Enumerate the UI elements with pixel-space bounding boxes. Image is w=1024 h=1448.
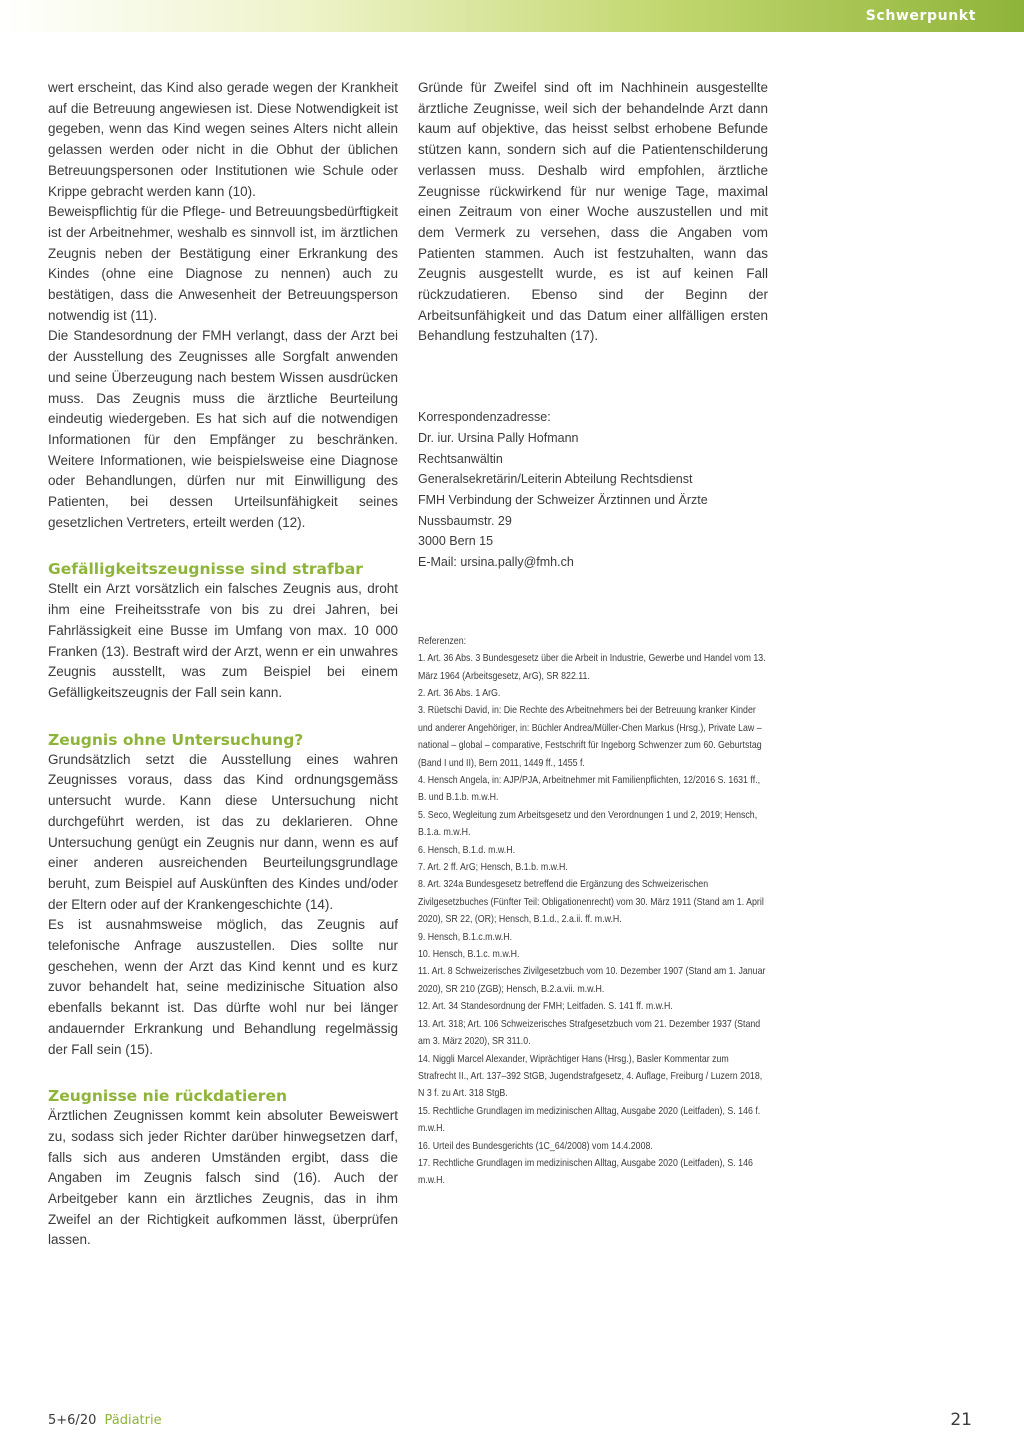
journal-name: Pädiatrie — [104, 1413, 162, 1428]
contact-email[interactable]: E-Mail: ursina.pally@fmh.ch — [418, 555, 574, 570]
reference-item: 2. Art. 36 Abs. 1 ArG. — [418, 686, 501, 699]
reference-item: 6. Hensch, B.1.d. m.w.H. — [418, 843, 516, 856]
paragraph: Es ist ausnahmsweise möglich, das Zeugnis auf telefonische Anfrage auszustellen. Dies sollte nur geschehen, wenn der Arzt das Kind kennt und es kurz zuvor behandelt hat, seine medizinische Situation also ebenfalls bekannt ist. Das dürfte wohl nur bei länger andauernder Erkrankung und Behandlung regelmässig der Fall sein (15). — [48, 917, 398, 1057]
reference-item: 5. Seco, Wegleitung zum Arbeitsgesetz und den Verordnungen 1 und 2, 2019; Hensch, B.1.a. m.w.H. — [418, 808, 758, 839]
reference-item: 11. Art. 8 Schweizerisches Zivilgesetzbuch vom 10. Dezember 1907 (Stand am 1. Januar 2020), SR 210 (ZGB); Hensch, B.2.a.vii. m.w.H. — [418, 965, 766, 995]
reference-item: 3. Rüetschi David, in: Die Rechte des Arbeitnehmers bei der Betreuung kranker Kinder und anderer Angehöriger, in: Büchler Andrea/Müller-Chen Markus (Hrsg.), Private Law – national – global – comparative, Festschrift für Ingeborg Schwenzer zum 60. Geburtstag (Band I und II), Bern 2011, 1449 ff., 1455 f. — [418, 704, 762, 769]
contact-name: Dr. iur. Ursina Pally Hofmann — [418, 430, 579, 445]
footer-issue-info — [48, 1413, 162, 1428]
reference-item: 1. Art. 36 Abs. 3 Bundesgesetz über die Arbeit in Industrie, Gewerbe und Handel vom 13. März 1964 (Arbeitsgesetz, ArG), SR 822.11. — [418, 652, 766, 682]
paragraph: Beweispflichtig für die Pflege- und Betreuungsbedürftigkeit ist der Arbeitnehmer, weshalb es sinnvoll ist, im ärztlichen Zeugnis neben der Bestätigung einer Erkrankung des Kindes (ohne eine Diagnose zu nennen) auch zu bestätigen, dass die Anwesenheit der Betreuungsperson notwendig ist (11). — [48, 204, 398, 323]
reference-item: 14. Niggli Marcel Alexander, Wiprächtiger Hans (Hrsg.), Basler Kommentar zum Strafrecht II., Art. 137–392 StGB, Jugendstrafgesetz, 4. Auflage, Freiburg / Luzern 2018, N 3 f. zu Art. 318 StgB. — [418, 1052, 763, 1100]
references-title: Referenzen: — [418, 634, 467, 647]
reference-item: 13. Art. 318; Art. 106 Schweizerisches Strafgesetzbuch vom 21. Dezember 1937 (Stand am 3. März 2020), SR 311.0. — [418, 1017, 761, 1048]
correspondence-address — [418, 407, 768, 573]
reference-item: 12. Art. 34 Standesordnung der FMH; Leitfaden. S. 141 ff. m.w.H. — [418, 1000, 673, 1013]
contact-city: 3000 Bern 15 — [418, 534, 494, 549]
contact-organization: FMH Verbindung der Schweizer Ärztinnen und Ärzte — [418, 492, 708, 507]
contact-label: Korrespondenzadresse: — [418, 410, 551, 425]
reference-item: 9. Hensch, B.1.c.m.w.H. — [418, 930, 513, 943]
paragraph: Grundsätzlich setzt die Ausstellung eines wahren Zeugnisses voraus, dass das Kind ordnungsgemäss untersucht wurde. Kann diese Untersuchung nicht durchgeführt werden, ist das zu deklarieren. Ohne Untersuchung genügt ein Zeugnis nur dann, wenn es auf einer anderen ausreichenden Beurteilungsgrundlage beruht, zum Beispiel auf Auskünften des Kindes und/oder der Eltern oder auf der Krankengeschichte (14). — [48, 751, 398, 912]
reference-item: 17. Rechtliche Grundlagen im medizinischen Alltag, Ausgabe 2020 (Leitfaden), S. 146 m.w.H. — [418, 1156, 753, 1187]
section-label: Schwerpunkt — [865, 8, 976, 24]
paragraph: wert erscheint, das Kind also gerade wegen der Krankheit auf die Betreuung angewiesen ist. Diese Notwendigkeit ist gegeben, wenn das Kind wegen seines Alters nicht allein gelassen werden oder nicht in die Obhut der üblichen Betreuungspersonen oder Institutionen wie Schule oder Krippe gebracht werden kann (10). — [48, 80, 398, 199]
reference-item: 7. Art. 2 ff. ArG; Hensch, B.1.b. m.w.H. — [418, 861, 568, 874]
paragraph: Stellt ein Arzt vorsätzlich ein falsches Zeugnis aus, droht ihm eine Freiheitsstrafe von bis zu drei Jahren, bei Fahrlässigkeit eine Busse im Umfang von max. 10 000 Franken (13). Bestraft wird der Arzt, wenn er ein unwahres Zeugnis ausstellt, was zum Beispiel bei einem Gefälligkeitszeugnis der Fall sein kann. — [48, 581, 398, 700]
reference-item: 4. Hensch Angela, in: AJP/PJA, Arbeitnehmer mit Familienpflichten, 12/2016 S. 1631 ff., B. und B.1.b. m.w.H. — [418, 774, 761, 804]
contact-title: Rechtsanwältin — [418, 451, 503, 466]
reference-item: 16. Urteil des Bundesgerichts (1C_64/2008) vom 14.4.2008. — [418, 1139, 653, 1152]
section-heading: Zeugnisse nie rückdatieren — [48, 1087, 288, 1106]
reference-item: 10. Hensch, B.1.c. m.w.H. — [418, 948, 520, 961]
contact-position: Generalsekretärin/Leiterin Abteilung Rechtsdienst — [418, 472, 693, 487]
section-heading: Zeugnis ohne Untersuchung? — [48, 730, 304, 749]
issue-number: 5+6/20 — [48, 1413, 97, 1428]
left-column — [48, 78, 398, 1251]
reference-item: 8. Art. 324a Bundesgesetz betreffend die Ergänzung des Schweizerischen Zivilgesetzbuches (Fünfter Teil: Obligationenrecht) vom 30. März 1911 (Stand am 1. April 2020), SR 22, (OR); Hensch, B.1.d., 2.a.ii. ff. m.w.H. — [418, 878, 764, 926]
paragraph: Gründe für Zweifel sind oft im Nachhinein ausgestellte ärztliche Zeugnisse, weil sich der behandelnde Arzt dann kaum auf objektive, das heisst selbst erhobene Befunde stützen kann, sondern sich auf die Patientenschilderung verlassen muss. Deshalb wird empfohlen, ärztliche Zeugnisse rückwirkend für nur wenige Tage, maximal einen Zeitraum von einer Woche auszustellen und mit dem Vermerk zu versehen, dass die Angaben vom Patienten stammen. Auch ist festzuhalten, wann das Zeugnis ausgestellt wurde, es ist auf keinen Fall rückzudatieren. Ebenso sind der Beginn der Arbeitsunfähigkeit und das Datum einer allfälligen ersten Behandlung festzuhalten (17). — [418, 80, 768, 344]
paragraph: Die Standesordnung der FMH verlangt, dass der Arzt bei der Ausstellung des Zeugnisses alle Sorgfalt anwenden und seine Überzeugung nach bestem Wissen ausdrücken muss. Das Zeugnis muss die ärztliche Beurteilung eindeutig wiedergeben. Es hat sich auf die notwendigen Informationen für den Empfänger zu beschränken. Weitere Informationen, wie beispielsweise eine Diagnose oder Behandlungen, dürfen nur mit Einwilligung des Patienten, bei dessen Urteilsunfähigkeit seines gesetzlichen Vertreters, erteilt werden (12). — [48, 328, 398, 530]
paragraph: Ärztlichen Zeugnissen kommt kein absoluter Beweiswert zu, sodass sich jeder Richter darüber hinwegsetzen darf, falls sich aus anderen Umständen ergibt, dass die Angaben im Zeugnis falsch sind (16). Auch der Arbeitgeber kann ein ärztliches Zeugnis, das in ihm Zweifel an der Richtigkeit aufkommen lässt, überprüfen lassen. — [48, 1108, 398, 1248]
right-column — [418, 78, 768, 1190]
section-heading: Gefälligkeitszeugnisse sind strafbar — [48, 560, 363, 579]
header-bar — [0, 0, 1024, 32]
references — [418, 633, 767, 1190]
reference-item: 15. Rechtliche Grundlagen im medizinischen Alltag, Ausgabe 2020 (Leitfaden), S. 146 f. m.w.H. — [418, 1104, 761, 1135]
page-number: 21 — [950, 1410, 972, 1430]
contact-street: Nussbaumstr. 29 — [418, 513, 512, 528]
